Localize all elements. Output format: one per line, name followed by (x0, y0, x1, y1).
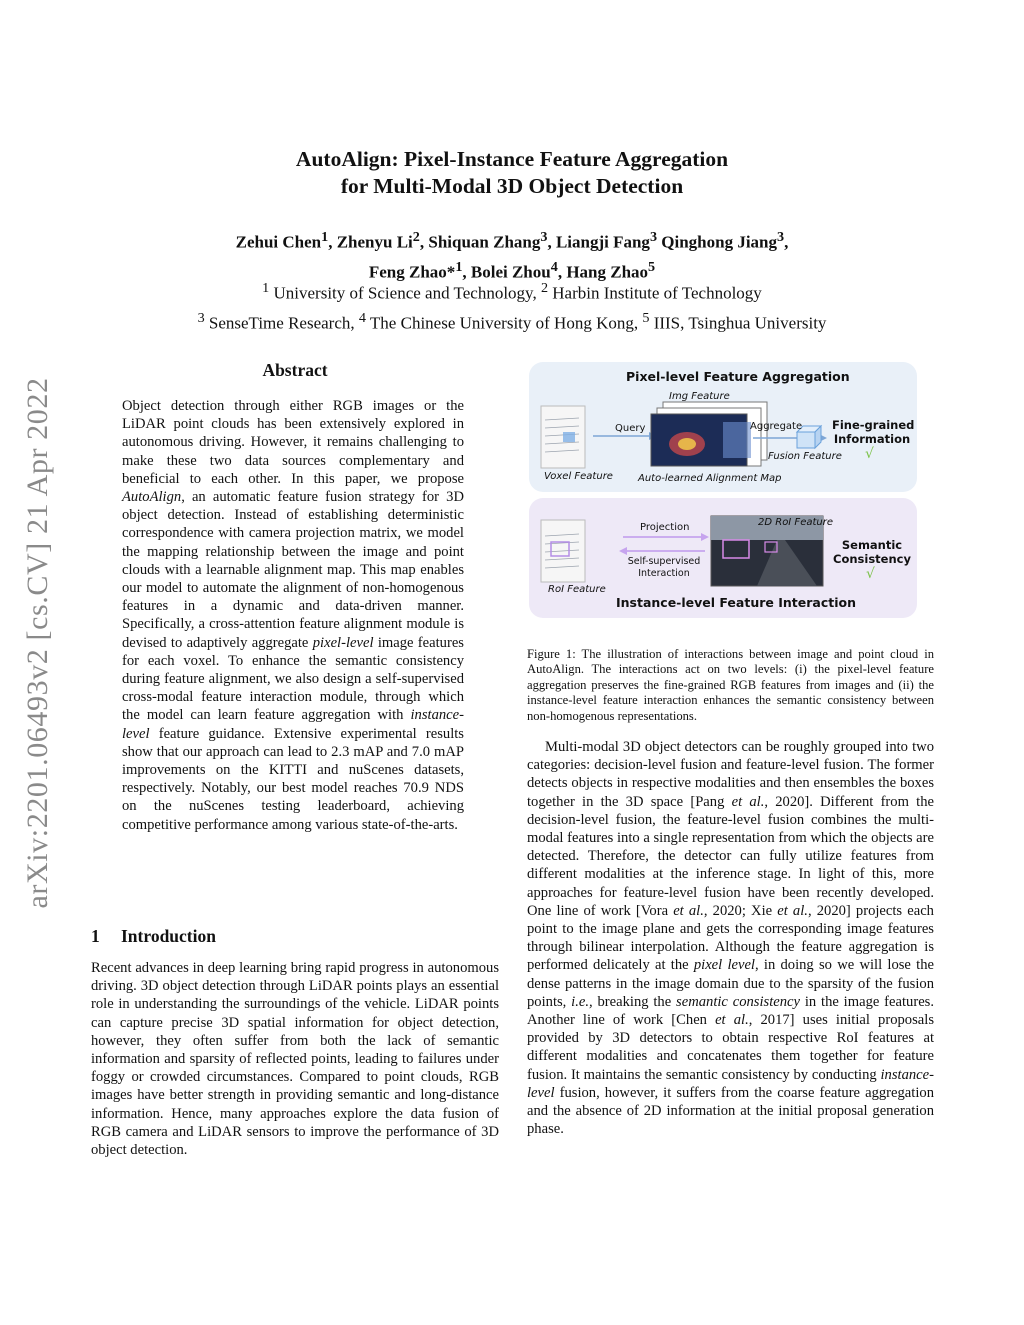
fig-roi-feature-label: RoI Feature (548, 584, 606, 595)
author: Zehui Chen (235, 232, 322, 252)
section-heading-introduction: 1 Introduction (91, 926, 216, 946)
fig-fine-grained-label: Fine-grained Information (832, 418, 915, 446)
fig-voxel-feature-label: Voxel Feature (544, 471, 613, 482)
paper-title (0, 146, 1024, 200)
author: Hang Zhao (566, 262, 649, 282)
fig-query-label: Query (615, 423, 646, 434)
abstract-heading: Abstract (262, 360, 328, 380)
interaction-arrowhead (619, 547, 627, 555)
figure-1-caption: Figure 1: The illustration of interactions between image and point cloud in AutoAlign. The interactions act on two levels: (i) the pixel-level feature aggregation preserves the fine-grained RGB features from images and (ii) the instance-level feature interaction enhances the semantic consistency between non-homogenous representations. (527, 646, 934, 723)
arxiv-identifier: arXiv:2201.06493v2 [cs.CV] 21 Apr 2022 (21, 377, 54, 909)
fig-fusion-feature-label: Fusion Feature (768, 451, 842, 462)
author: Shiquan Zhang (428, 232, 541, 252)
fig-semantic-consistency-label: Semantic Consistency (833, 538, 911, 566)
projection-arrowhead (701, 533, 709, 541)
author: Bolei Zhou (470, 262, 551, 282)
fig-projection-label: Projection (640, 522, 690, 533)
title-line-1: AutoAlign: Pixel-Instance Feature Aggregation (295, 147, 729, 171)
abstract-body: Object detection through either RGB images or the LiDAR point clouds has been extensively explored in autonomous driving. However, it remains challenging to make these two data sources complementary and beneficial to each other. In this paper, we propose AutoAlign, an automatic feature fusion strategy for 3D object detection. Instead of establishing deterministic correspondence with camera projection matrix, we model the mapping relationship between the image and point clouds with a learnable alignment map. This map enables our model to automate the alignment of non-homogenous features in a dynamic and data-driven manner. Specifically, a cross-attention feature alignment module is devised to adaptively aggregate pixel-level image features for each voxel. To enhance the semantic consistency during feature alignment, we also design a self-supervised cross-modal feature interaction module, through which the model can learn feature aggregation with instance-level feature guidance. Extensive experimental results show that our approach can lead to 2.3 mAP and 7.0 mAP improvements on the KITTI and nuScenes datasets, respectively. Notably, our best model reaches 70.9 NDS on the nuScenes testing leaderboard, achieving competitive performance among various state-of-the-arts. (122, 398, 464, 833)
fig-check-icon-bottom: √ (866, 566, 875, 582)
img-feature-right (723, 422, 751, 458)
affil-line-2: $^3$ SenseTime Research, $^4$ The Chinese University of Hong Kong, $^5$ IIIS, Tsinghua University (197, 309, 827, 333)
fig-top-title: Pixel-level Feature Aggregation (626, 369, 850, 384)
authors-line-1: Zehui Chen$^1$, Zhenyu Li$^2$, Shiquan Zhang$^3$, Liangji Fang$^3$ Qinghong Jiang$^3$, (235, 229, 789, 252)
attention-hotspot (678, 438, 696, 450)
affil-line-1: $^1$ University of Science and Technology, $^2$ Harbin Institute of Technology (262, 280, 762, 303)
fig-self-supervised-label: Self-supervised Interaction (627, 556, 701, 579)
author: Zhenyu Li (336, 232, 413, 252)
voxel-highlight (563, 432, 575, 442)
fig-alignment-map-label: Auto-learned Alignment Map (638, 473, 782, 484)
fig-bottom-title: Instance-level Feature Interaction (616, 595, 856, 610)
title-line-2: for Multi-Modal 3D Object Detection (340, 174, 684, 198)
intro-continued-body: Multi-modal 3D object detectors can be roughly grouped into two categories: decision-level fusion and feature-level fusion. The former detects objects in respective modalities and then ensembles the boxes together in the 3D space [Pang et al., 2020]. Different from the decision-level fusion, the feature-level fusion combines the multi-modal features into a single representation from which the objects are detected. Therefore, the detector can fully utilize features from different modalities at the inference stage. In light of this, more approaches for feature-level fusion have been recently developed. One line of work [Vora et al., 2020; Xie et al., 2020] projects each point to the image plane and gets the corresponding image features through bilinear interpolation. Although the feature aggregation is performed delicately at the pixel level, in doing so we will lose the dense patterns in the image domain due to the sparsity of the fusion points, i.e., breaking the semantic consistency in the image features. Another line of work [Chen et al., 2017] uses initial proposals provided by 3D detectors to obtain respective RoI features at different modalities and concatenates them together for feature fusion. It maintains the semantic consistency by conducting instance-level fusion, however, it suffers from the coarse feature aggregation and the absence of 2D information at the initial proposal generation phase. (527, 739, 935, 1138)
author: Qinghong Jiang (661, 232, 778, 252)
fusion-cube-icon (797, 432, 815, 448)
authors-line-2: Feng Zhao*$^1$, Bolei Zhou$^4$, Hang Zhao$^5$ (368, 258, 656, 282)
author: Liangji Fang (555, 232, 650, 252)
affiliations (0, 276, 1024, 335)
fig-img-feature-label: Img Feature (669, 391, 730, 402)
introduction-body: Recent advances in deep learning bring rapid progress in autonomous driving. 3D object detection through LiDAR points plays an essential role in understanding the surroundings of the vehicle. LiDAR points can capture precise 3D spatial information for object detection, however, they often suffer from both the lack of semantic information and sparsity of reflected points, leading to failures under foggy or crowded circumstances. Compared to point clouds, RGB images have better strength in providing semantic and long-distance information. Hence, many approaches explore the data fusion of RGB camera and LiDAR sensors to improve the performance of 3D object detection. (91, 960, 499, 1159)
author: Feng Zhao* (368, 262, 456, 282)
fig-check-icon-top: √ (865, 446, 874, 462)
fig-aggregate-label: Aggregate (750, 421, 803, 432)
fig-2d-roi-label: 2D RoI Feature (758, 517, 833, 528)
